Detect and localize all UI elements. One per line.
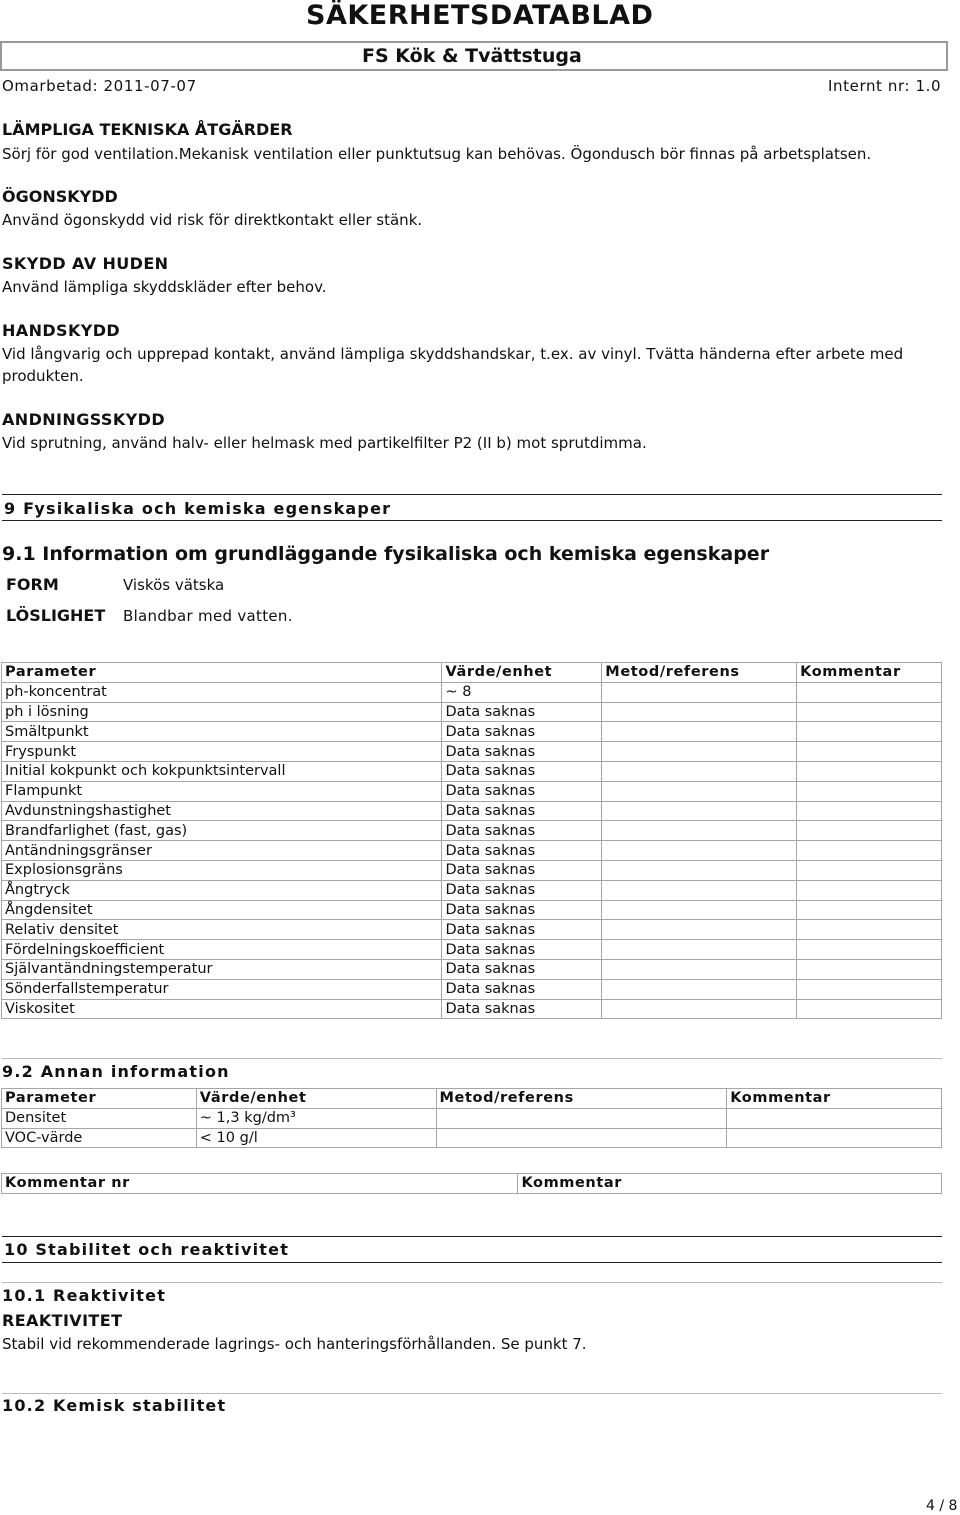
method-cell: [602, 999, 797, 1019]
parameter-cell: Smältpunkt: [2, 722, 442, 742]
value-cell: Data saknas: [442, 722, 602, 742]
method-cell: [602, 682, 797, 702]
table-row: [2, 999, 942, 1019]
document-title: SÄKERHETSDATABLAD: [306, 0, 654, 31]
table-row: [2, 682, 942, 702]
section-10-top-rule: [2, 1236, 942, 1237]
table-row: [2, 880, 942, 900]
method-cell: [436, 1128, 727, 1148]
table-row: [2, 900, 942, 920]
subsection-10-2-rule: [2, 1393, 942, 1394]
table-row: [2, 781, 942, 801]
method-cell: [436, 1108, 727, 1128]
technical-measures-heading: LÄMPLIGA TEKNISKA ÅTGÄRDER: [2, 120, 293, 139]
comment-cell: [797, 880, 942, 900]
table-header-row: [2, 1089, 942, 1109]
table-row: [2, 1108, 942, 1128]
parameter-cell: ph i lösning: [2, 702, 442, 722]
table-header-row: [2, 1174, 942, 1194]
section-10-heading: 10 Stabilitet och reaktivitet: [4, 1240, 290, 1259]
value-cell: Data saknas: [442, 940, 602, 960]
hand-protection-text-line2: produkten.: [2, 367, 84, 385]
comment-cell: [797, 781, 942, 801]
reactivity-label: REAKTIVITET: [2, 1311, 123, 1330]
subsection-10-2-heading: 10.2 Kemisk stabilitet: [2, 1396, 227, 1415]
subsection-10-1-rule: [2, 1282, 942, 1283]
method-cell: [602, 821, 797, 841]
parameter-cell: Sönderfallstemperatur: [2, 979, 442, 999]
value-cell: Data saknas: [442, 702, 602, 722]
value-cell: Data saknas: [442, 920, 602, 940]
value-cell: Data saknas: [442, 742, 602, 762]
table-row: [2, 742, 942, 762]
comment-cell: [797, 959, 942, 979]
respiratory-protection-text: Vid sprutning, använd halv- eller helmask med partikelfilter P2 (II b) mot sprutdimma.: [2, 434, 647, 452]
table-row: [2, 761, 942, 781]
method-cell: [602, 940, 797, 960]
parameter-cell: Relativ densitet: [2, 920, 442, 940]
table-row: [2, 821, 942, 841]
parameter-cell: Ångdensitet: [2, 900, 442, 920]
subsection-9-2-rule: [2, 1058, 942, 1059]
header-comment: Kommentar: [797, 663, 942, 683]
header-value-unit: Värde/enhet: [196, 1089, 436, 1109]
product-name: FS Kök & Tvättstuga: [362, 45, 582, 67]
skin-protection-text: Använd lämpliga skyddskläder efter behov.: [2, 278, 327, 296]
value-cell: Data saknas: [442, 999, 602, 1019]
value-cell: Data saknas: [442, 761, 602, 781]
method-cell: [602, 801, 797, 821]
method-cell: [602, 920, 797, 940]
comment-cell: [797, 841, 942, 861]
parameter-cell: Explosionsgräns: [2, 860, 442, 880]
comment-cell: [797, 979, 942, 999]
method-cell: [602, 722, 797, 742]
header-method-reference: Metod/referens: [436, 1089, 727, 1109]
comment-table: [1, 1173, 942, 1194]
table-row: [2, 722, 942, 742]
parameter-cell: Avdunstningshastighet: [2, 801, 442, 821]
parameter-cell: Flampunkt: [2, 781, 442, 801]
value-cell: Data saknas: [442, 841, 602, 861]
solubility-value: Blandbar med vatten.: [123, 607, 293, 625]
method-cell: [602, 959, 797, 979]
hand-protection-heading: HANDSKYDD: [2, 321, 121, 340]
table-row: [2, 1128, 942, 1148]
comment-cell: [797, 742, 942, 762]
comment-cell: [797, 860, 942, 880]
table-row: [2, 940, 942, 960]
revision-date: Omarbetad: 2011-07-07: [2, 77, 197, 95]
method-cell: [602, 860, 797, 880]
subsection-9-1-heading: 9.1 Information om grundläggande fysikaliska och kemiska egenskaper: [2, 543, 770, 565]
comment-cell: [797, 920, 942, 940]
reactivity-text: Stabil vid rekommenderade lagrings- och hanteringsförhållanden. Se punkt 7.: [2, 1335, 587, 1353]
table-header-row: [2, 663, 942, 683]
method-cell: [602, 841, 797, 861]
technical-measures-text: Sörj för god ventilation.Mekanisk ventilation eller punktutsug kan behövas. Ögondusch bör finnas på arbetsplatsen.: [2, 145, 872, 163]
hand-protection-text-line1: Vid långvarig och upprepad kontakt, använd lämpliga skyddshandskar, t.ex. av vinyl. Tvätta händerna efter arbete med: [2, 345, 904, 363]
method-cell: [602, 702, 797, 722]
table-row: [2, 959, 942, 979]
comment-cell: [797, 821, 942, 841]
subsection-10-1-heading: 10.1 Reaktivitet: [2, 1286, 167, 1305]
header-comment-number: Kommentar nr: [2, 1174, 518, 1194]
value-cell: Data saknas: [442, 880, 602, 900]
eye-protection-heading: ÖGONSKYDD: [2, 187, 118, 206]
parameter-cell: Initial kokpunkt och kokpunktsintervall: [2, 761, 442, 781]
parameter-cell: VOC-värde: [2, 1128, 197, 1148]
header-value-unit: Värde/enhet: [442, 663, 602, 683]
comment-cell: [727, 1128, 942, 1148]
value-cell: Data saknas: [442, 979, 602, 999]
value-cell: < 10 g/l: [196, 1128, 436, 1148]
comment-cell: [797, 682, 942, 702]
header-parameter: Parameter: [2, 663, 442, 683]
section-9-heading: 9 Fysikaliska och kemiska egenskaper: [4, 499, 392, 518]
skin-protection-heading: SKYDD AV HUDEN: [2, 254, 169, 273]
parameter-cell: Viskositet: [2, 999, 442, 1019]
form-label: FORM: [6, 575, 59, 594]
parameter-cell: Fryspunkt: [2, 742, 442, 762]
parameter-cell: Självantändningstemperatur: [2, 959, 442, 979]
value-cell: Data saknas: [442, 801, 602, 821]
value-cell: Data saknas: [442, 860, 602, 880]
table-row: [2, 702, 942, 722]
value-cell: Data saknas: [442, 821, 602, 841]
method-cell: [602, 761, 797, 781]
section-9-top-rule: [2, 494, 942, 495]
section-9-bottom-rule: [2, 520, 942, 521]
method-cell: [602, 781, 797, 801]
value-cell: ~ 8: [442, 682, 602, 702]
comment-cell: [797, 999, 942, 1019]
comment-cell: [797, 722, 942, 742]
parameter-cell: Antändningsgränser: [2, 841, 442, 861]
method-cell: [602, 979, 797, 999]
header-comment: Kommentar: [727, 1089, 942, 1109]
parameter-cell: Brandfarlighet (fast, gas): [2, 821, 442, 841]
parameter-cell: Fördelningskoefficient: [2, 940, 442, 960]
comment-cell: [727, 1108, 942, 1128]
respiratory-protection-heading: ANDNINGSSKYDD: [2, 410, 165, 429]
value-cell: Data saknas: [442, 781, 602, 801]
value-cell: Data saknas: [442, 959, 602, 979]
parameter-cell: Densitet: [2, 1108, 197, 1128]
header-parameter: Parameter: [2, 1089, 197, 1109]
header-comment: Kommentar: [518, 1174, 942, 1194]
internal-number: Internt nr: 1.0: [828, 77, 942, 95]
parameter-cell: ph-koncentrat: [2, 682, 442, 702]
table-row: [2, 841, 942, 861]
value-cell: ~ 1,3 kg/dm³: [196, 1108, 436, 1128]
parameter-cell: Ångtryck: [2, 880, 442, 900]
comment-cell: [797, 761, 942, 781]
table-row: [2, 860, 942, 880]
solubility-label: LÖSLIGHET: [6, 606, 106, 625]
value-cell: Data saknas: [442, 900, 602, 920]
comment-cell: [797, 801, 942, 821]
form-value: Viskös vätska: [123, 576, 225, 594]
table-row: [2, 801, 942, 821]
method-cell: [602, 880, 797, 900]
section-10-bottom-rule: [2, 1262, 942, 1263]
table-row: [2, 920, 942, 940]
comment-cell: [797, 900, 942, 920]
table-row: [2, 979, 942, 999]
properties-table: [1, 662, 942, 1019]
other-info-table: [1, 1088, 942, 1148]
comment-cell: [797, 702, 942, 722]
eye-protection-text: Använd ögonskydd vid risk för direktkontakt eller stänk.: [2, 211, 423, 229]
method-cell: [602, 900, 797, 920]
comment-cell: [797, 940, 942, 960]
subsection-9-2-heading: 9.2 Annan information: [2, 1062, 230, 1081]
header-method-reference: Metod/referens: [602, 663, 797, 683]
method-cell: [602, 742, 797, 762]
page-number: 4 / 8: [926, 1498, 958, 1514]
